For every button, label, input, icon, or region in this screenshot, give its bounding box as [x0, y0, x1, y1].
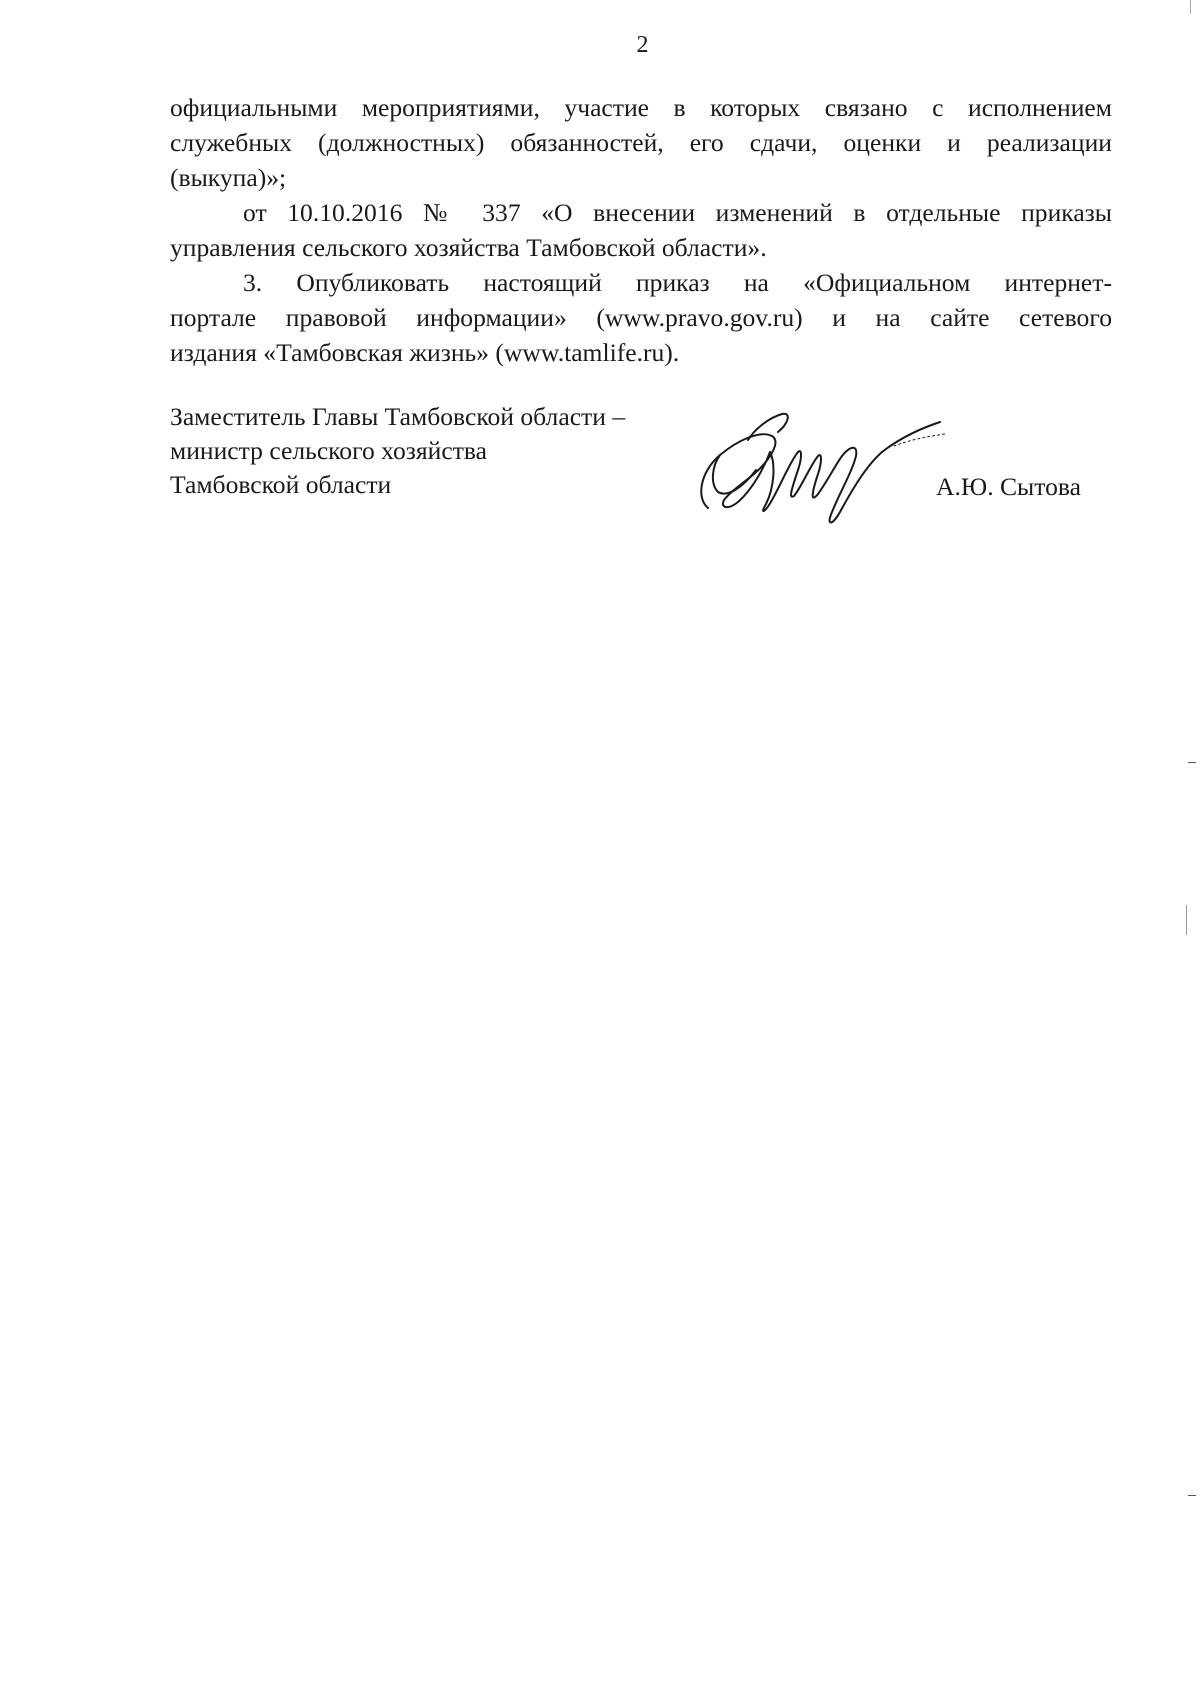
paragraph-2: [170, 195, 1112, 265]
signatory-title-line-1: Заместитель Главы Тамбовской области –: [170, 402, 626, 431]
scan-edge-mark: [1186, 905, 1187, 935]
paragraph-1-line-1: официальными мероприятиями, участие в которых связано с исполнением: [170, 93, 1112, 122]
page-number: 2: [636, 32, 649, 58]
paragraph-1-line-3: (выкупа)»;: [170, 163, 287, 192]
scan-edge-mark: [1188, 762, 1196, 763]
handwritten-signature: [690, 400, 950, 530]
paragraph-3-line-3: издания «Тамбовская жизнь» (www.tamlife.ru).: [170, 338, 680, 367]
scan-edge-mark: [1188, 1495, 1196, 1496]
paragraph-2-line-1: от 10.10.2016 № 337 «О внесении изменений в отдельные приказы: [243, 198, 1112, 227]
document-body: [170, 90, 1112, 370]
paragraph-3: [170, 265, 1112, 370]
signatory-title-line-3: Тамбовской области: [170, 470, 392, 499]
paragraph-3-line-2: портале правовой информации» (www.pravo.gov.ru) и на сайте сетевого: [170, 303, 1112, 332]
paragraph-1-line-2: служебных (должностных) обязанностей, его сдачи, оценки и реализации: [170, 128, 1112, 157]
signatory-name: А.Ю. Сытова: [936, 472, 1082, 501]
signatory-title: [170, 400, 625, 502]
scan-edge-mark: [1190, 0, 1191, 14]
signatory-title-line-2: министр сельского хозяйства: [170, 436, 488, 465]
paragraph-2-line-2: управления сельского хозяйства Тамбовской области».: [170, 233, 767, 262]
paragraph-1: [170, 90, 1112, 195]
paragraph-3-line-1: 3. Опубликовать настоящий приказ на «Официальном интернет-: [243, 268, 1112, 297]
